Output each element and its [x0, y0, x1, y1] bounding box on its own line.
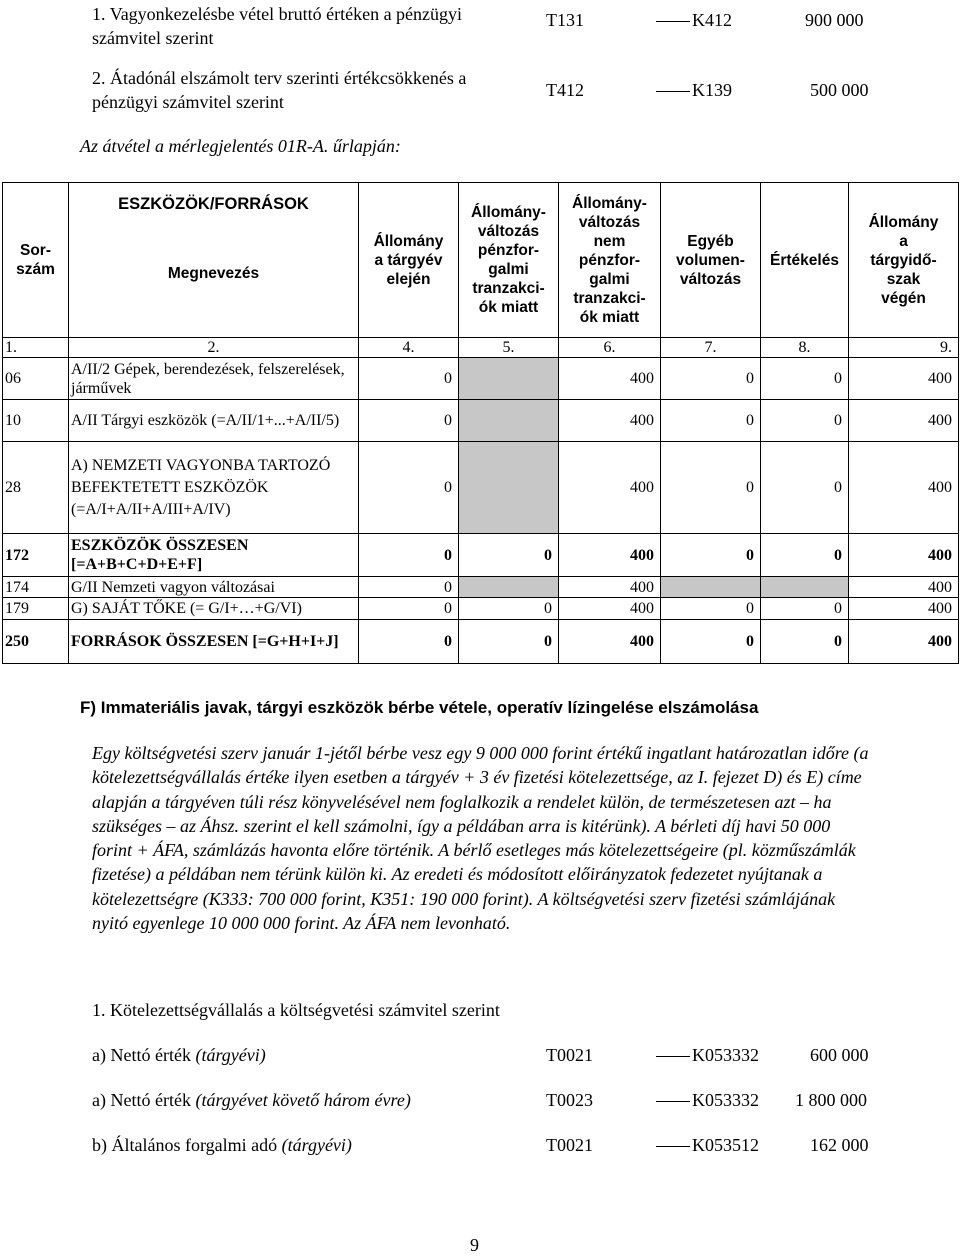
- entry-2-amount: 500 000: [810, 80, 869, 100]
- table-row: [3, 442, 959, 534]
- row-c8: 0: [761, 598, 849, 620]
- row-c4: 0: [359, 577, 459, 598]
- entry-b3-dash: [656, 1146, 690, 1147]
- row-sor: 10: [3, 400, 69, 442]
- row-c7: 0: [661, 358, 761, 400]
- row-c8: 0: [761, 534, 849, 577]
- row-c8: 0: [761, 620, 849, 664]
- header-group: [69, 183, 359, 338]
- entry-1-credit: K412: [692, 10, 732, 30]
- table-row: [3, 577, 959, 598]
- row-c9: 400: [849, 400, 959, 442]
- row-c8: 0: [761, 442, 849, 534]
- row-c7: 0: [661, 534, 761, 577]
- row-c5: 0: [459, 534, 559, 577]
- row-c5: [459, 358, 559, 400]
- header-col7: Egyéb volumen- változás: [661, 183, 761, 338]
- balance-table: [2, 182, 959, 664]
- row-c8: 0: [761, 358, 849, 400]
- table-row: [3, 620, 959, 664]
- colnum-9: 9.: [849, 338, 959, 358]
- header-col5: Állomány- változás pénzfor- galmi tranzakci- ók miatt: [459, 183, 559, 338]
- row-c7: 0: [661, 598, 761, 620]
- form-note: Az átvétel a mérlegjelentés 01R-A. űrlapján:: [80, 136, 401, 156]
- row-c9: 400: [849, 598, 959, 620]
- row-c6: 400: [559, 577, 661, 598]
- row-c6: 400: [559, 534, 661, 577]
- row-c5: 0: [459, 620, 559, 664]
- row-name: A/II Tárgyi eszközök (=A/II/1+...+A/II/5): [69, 400, 359, 442]
- row-c7: 0: [661, 400, 761, 442]
- header-megnevezes: Megnevezés: [167, 265, 260, 282]
- entry-1-text: 1. Vagyonkezelésbe vétel bruttó értéken a pénzügyi számvitel szerint: [92, 4, 463, 48]
- entry-b1-debit: T0021: [546, 1045, 593, 1065]
- row-c4: 0: [359, 442, 459, 534]
- row-c9: 400: [849, 358, 959, 400]
- row-name: A/II/2 Gépek, berendezések, felszerelések, járművek: [69, 358, 359, 400]
- header-col8: Értékelés: [761, 183, 849, 338]
- row-c8: [761, 577, 849, 598]
- header-col4: Állomány a tárgyév elején: [359, 183, 459, 338]
- row-name: A) NEMZETI VAGYONBA TARTOZÓ BEFEKTETETT ESZKÖZÖK (=A/I+A/II+A/III+A/IV): [69, 442, 359, 534]
- step-title: 1. Kötelezettségvállalás a költségvetési számvitel szerint: [92, 1000, 500, 1020]
- header-group-title: ESZKÖZÖK/FORRÁSOK: [118, 195, 309, 213]
- page-number: 9: [470, 1235, 479, 1255]
- row-c7: 0: [661, 442, 761, 534]
- row-name: FORRÁSOK ÖSSZESEN [=G+H+I+J]: [69, 620, 359, 664]
- row-sor: 179: [3, 598, 69, 620]
- row-c7: [661, 577, 761, 598]
- row-c9: 400: [849, 442, 959, 534]
- entry-2-debit: T412: [546, 80, 584, 100]
- entry-1-debit: T131: [546, 10, 584, 30]
- entry-b3-label: b) Általános forgalmi adó (tárgyévi): [92, 1135, 352, 1155]
- row-c7: 0: [661, 620, 761, 664]
- entry-2-text: 2. Átadónál elszámolt terv szerinti értékcsökkenés a pénzügyi számvitel szerint: [92, 68, 467, 112]
- row-c4: 0: [359, 534, 459, 577]
- row-c5: [459, 577, 559, 598]
- row-sor: 174: [3, 577, 69, 598]
- row-c9: 400: [849, 620, 959, 664]
- header-col9: Állomány a tárgyidő- szak végén: [849, 183, 959, 338]
- row-c5: 0: [459, 598, 559, 620]
- row-sor: 250: [3, 620, 69, 664]
- colnum-1: 1.: [3, 338, 69, 358]
- table-row: [3, 598, 959, 620]
- row-c6: 400: [559, 358, 661, 400]
- row-c6: 400: [559, 620, 661, 664]
- colnum-8: 8.: [761, 338, 849, 358]
- row-c8: 0: [761, 400, 849, 442]
- entry-b2-label: a) Nettó érték (tárgyévet követő három évre): [92, 1090, 411, 1110]
- row-c9: 400: [849, 534, 959, 577]
- row-name: ESZKÖZÖK ÖSSZESEN [=A+B+C+D+E+F]: [69, 534, 359, 577]
- row-sor: 06: [3, 358, 69, 400]
- entry-b2-debit: T0023: [546, 1090, 593, 1110]
- colnum-4: 4.: [359, 338, 459, 358]
- row-c4: 0: [359, 620, 459, 664]
- row-name: G/II Nemzeti vagyon változásai: [69, 577, 359, 598]
- colnum-2: 2.: [69, 338, 359, 358]
- colnum-6: 6.: [559, 338, 661, 358]
- row-c6: 400: [559, 598, 661, 620]
- row-name: G) SAJÁT TŐKE (= G/I+…+G/VI): [69, 598, 359, 620]
- colnum-5: 5.: [459, 338, 559, 358]
- header-col6: Állomány- változás nem pénzfor- galmi tranzakci- ók miatt: [559, 183, 661, 338]
- row-c6: 400: [559, 442, 661, 534]
- row-c6: 400: [559, 400, 661, 442]
- entry-b3-credit: K053512: [692, 1135, 759, 1155]
- header-sorszam: Sor- szám: [3, 183, 69, 338]
- section-title: F) Immateriális javak, tárgyi eszközök bérbe vétele, operatív lízingelése elszámolása: [80, 698, 759, 717]
- table-row: [3, 400, 959, 442]
- entry-b1-amount: 600 000: [810, 1045, 869, 1065]
- row-c9: 400: [849, 577, 959, 598]
- entry-1-dash: [656, 21, 690, 22]
- entry-b3-amount: 162 000: [810, 1135, 869, 1155]
- entry-1-amount: 900 000: [805, 10, 864, 30]
- row-c5: [459, 400, 559, 442]
- entry-b1-label: a) Nettó érték (tárgyévi): [92, 1045, 266, 1065]
- row-sor: 28: [3, 442, 69, 534]
- entry-b1-credit: K053332: [692, 1045, 759, 1065]
- colnum-7: 7.: [661, 338, 761, 358]
- table-row: [3, 358, 959, 400]
- row-c4: 0: [359, 598, 459, 620]
- entry-2-dash: [656, 91, 690, 92]
- entry-b1-dash: [656, 1056, 690, 1057]
- row-c4: 0: [359, 400, 459, 442]
- row-c4: 0: [359, 358, 459, 400]
- row-sor: 172: [3, 534, 69, 577]
- entry-b3-debit: T0021: [546, 1135, 593, 1155]
- entry-b2-credit: K053332: [692, 1090, 759, 1110]
- entry-b2-amount: 1 800 000: [795, 1090, 867, 1110]
- body-paragraph: Egy költségvetési szerv január 1-jétől bérbe vesz egy 9 000 000 forint értékű ingatlant határozatlan időre (a kötelezettségvállalás értéke ilyen esetben a tárgyév + 3 év fizetési kötelezettsége, az I. fejezet D) és E) címe alapján a tárgyéven túli rész könyvelésével nem foglalkozik a rendelet külön, de természetesen azt – ha szükséges – az Áhsz. szerint el kell számolni, így a példában arra is kitérünk). A bérleti díj havi 50 000 forint + ÁFA, számlázás havonta előre történik. A bérlő esetleges más kötelezettségeire (pl. közműszámlák fizetése) a példában nem térünk külön ki. Az eredeti és módosított előirányzatok fedezetet nyújtanak a kötelezettségre (K333: 700 000 forint, K351: 190 000 forint). A költségvetési szerv fizetési számlájának nyitó egyenlege 10 000 000 forint. Az ÁFA nem levonható.: [92, 743, 869, 934]
- table-row: [3, 534, 959, 577]
- row-c5: [459, 442, 559, 534]
- entry-b2-dash: [656, 1101, 690, 1102]
- entry-2-credit: K139: [692, 80, 732, 100]
